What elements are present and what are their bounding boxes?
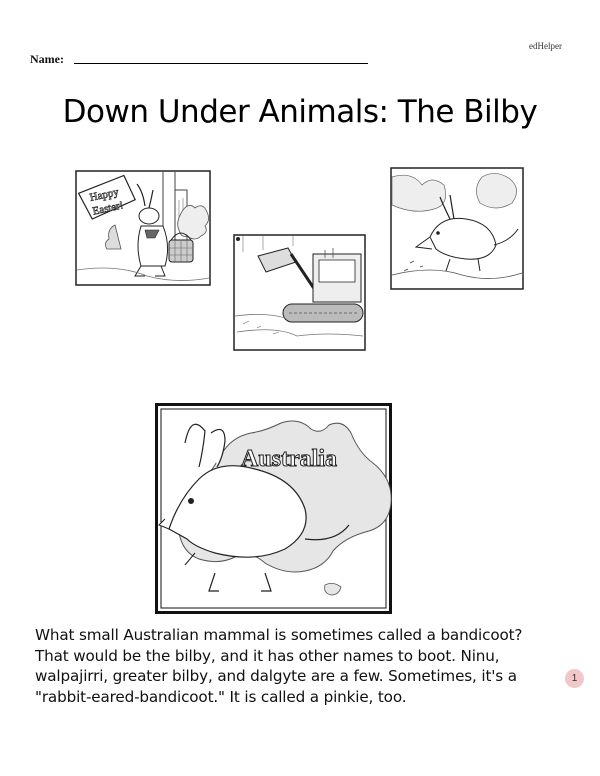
easter-bilby-illustration: [75, 170, 211, 286]
construction-illustration: [233, 234, 366, 351]
digging-bilby-illustration: [390, 167, 524, 290]
name-blank-line[interactable]: [74, 63, 368, 64]
name-label: Name:: [30, 52, 64, 66]
australia-bilby-illustration: [155, 403, 392, 614]
easter-sign-line1: Happy: [88, 186, 120, 204]
easter-sign-line2: Easter!: [91, 199, 125, 218]
australia-map-label: Australia: [241, 446, 337, 472]
page-number-badge: 1: [565, 669, 584, 688]
name-field: [30, 52, 370, 68]
edhelper-brand: edHelper: [529, 41, 562, 51]
page-title: Down Under Animals: The Bilby: [62, 94, 538, 130]
bilby-passage: What small Australian mammal is sometimes called a bandicoot? That would be the bilby, and it has other names to boot. Ninu, walpajirri, greater bilby, and dalgyte are a few. Sometimes, it's a "rabbit-eared-bandicoot." It is called a pinkie, too.: [35, 626, 523, 706]
